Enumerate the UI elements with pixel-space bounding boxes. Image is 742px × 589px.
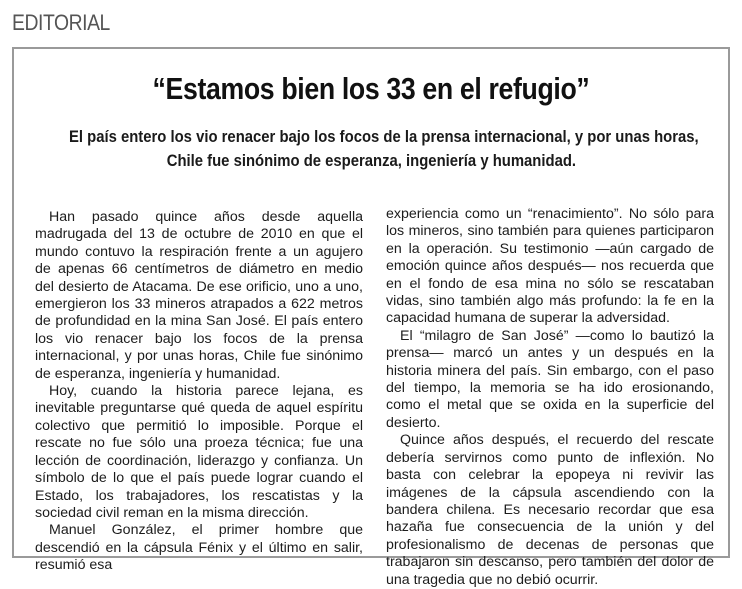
paragraph: Manuel González, el primer hombre que descendió en la cápsula Fénix y el último en salir, resumió esa (35, 522, 363, 574)
headline (14, 71, 728, 107)
section-label: EDITORIAL (12, 10, 110, 35)
paragraph-continuation: experiencia como un “renacimiento”. No sólo para los mineros, sino también para quienes participaron en la operación. Su testimonio —aún cargado de emoción quince años después— nos recuerda que en el fondo de esa mina no sólo se rescataban vidas, sino también algo más profundo: la fe en la capacidad humana de superar la adversidad. (386, 206, 714, 327)
subhead-line-2: Chile fue sinónimo de esperanza, ingeniería y humanidad. (166, 152, 576, 170)
editorial-box (12, 47, 730, 588)
paragraph: Hoy, cuando la historia parece lejana, es inevitable preguntarse qué queda de aquel espíritu colectivo que permitió lo imposible. Porque el rescate no fue sólo una proeza técnica; fue una lección de coordinación, liderazgo y confianza. Un símbolo de lo que el país puede lograr cuando el Estado, los trabajadores, los rescatistas y la sociedad civil reman en la misma dirección. (35, 383, 363, 521)
subhead (34, 125, 708, 173)
paragraph: El “milagro de San José” —como lo bautizó la prensa— marcó un antes y un después en la historia minera del país. Sin embargo, con el paso del tiempo, la memoria se ha ido erosionando, como el metal que se oxida en la superficie del desierto. (386, 327, 714, 431)
right-column (386, 206, 714, 589)
headline-text: “Estamos bien los 33 en el refugio” (152, 71, 590, 106)
subhead-line-1: El país entero los vio renacer bajo los focos de la prensa internacional, y por unas horas, (68, 128, 699, 146)
paragraph: Quince años después, el recuerdo del rescate debería servirnos como punto de inflexión. No basta con celebrar la epopeya ni revivir las imágenes de la cápsula ascendiendo con la bandera chilena. Es necesario recordar que esa hazaña fue consecuencia de la unión y del profesionalismo de decenas de personas que trabajaron sin descanso, pero también del dolor de una tragedia que no debió ocurrir. (386, 432, 714, 588)
left-column (35, 209, 363, 575)
paragraph: Han pasado quince años desde aquella madrugada del 13 de octubre de 2010 en que el mundo contuvo la respiración frente a un agujero de apenas 66 centímetros de diámetro en medio del desierto de Atacama. De ese orificio, uno a uno, emergieron los 33 mineros atrapados a 622 metros de profundidad en la mina San José. El país entero los vio renacer bajo los focos de la prensa internacional, y por unas horas, Chile fue sinónimo de esperanza, ingeniería y humanidad. (35, 209, 363, 382)
